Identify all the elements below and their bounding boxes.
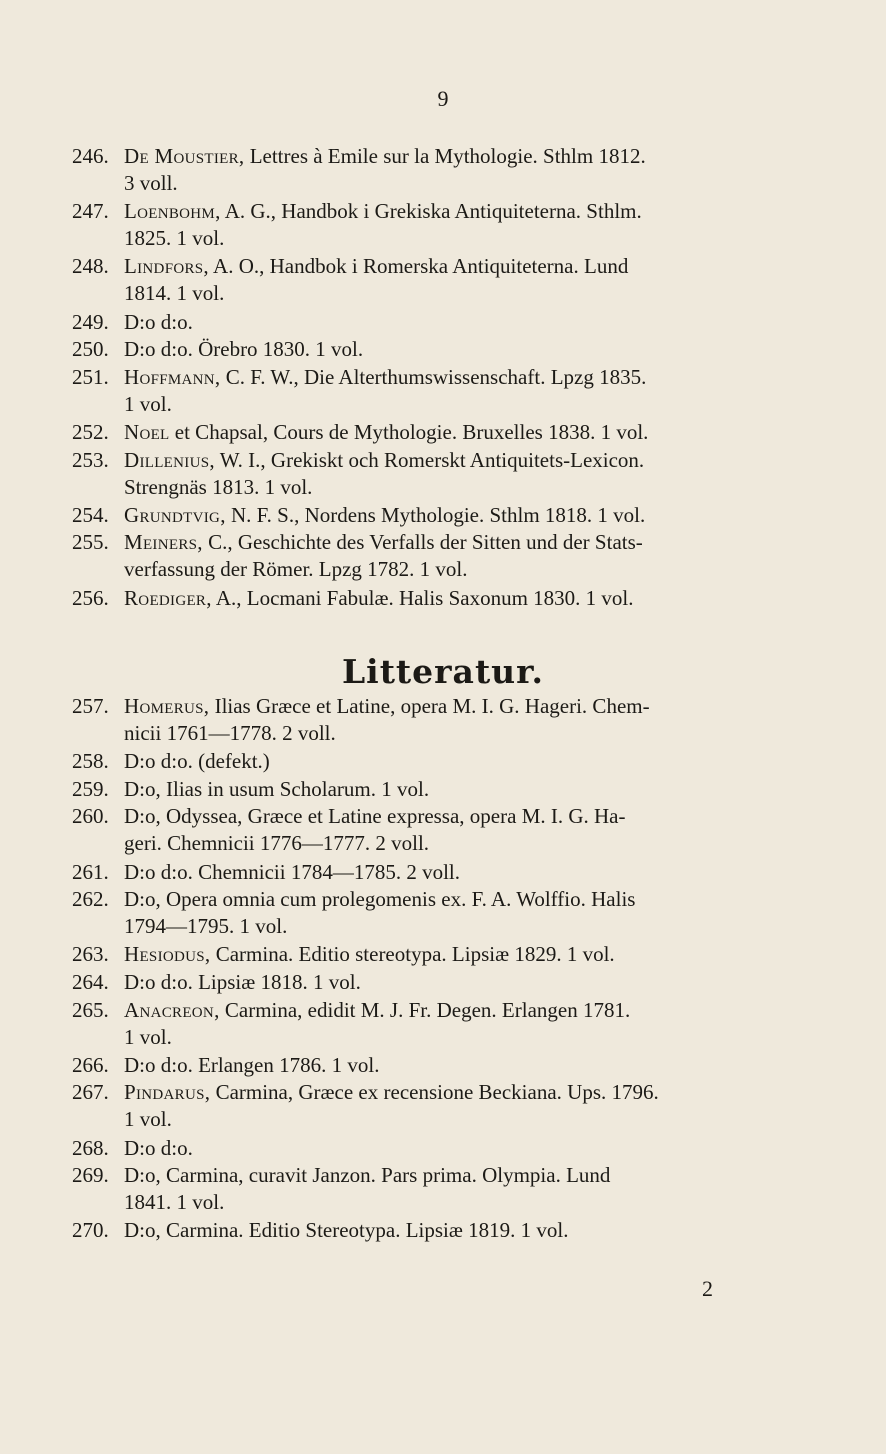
entry-text: A., Locmani Fabulæ. Halis Saxonum 1830. 1 vol. xyxy=(211,585,634,610)
entry-text: D:o, Carmina. Editio Stereotypa. Lipsiæ 1819. 1 vol. xyxy=(124,1218,569,1243)
entry-author: Hesiodus, xyxy=(124,942,211,967)
entry-text: D:o, Carmina, curavit Janzon. Pars prima. Olympia. Lund xyxy=(124,1163,611,1188)
entry-author: Hoffmann, xyxy=(124,364,221,389)
entry-continuation: 1 vol. xyxy=(124,1024,172,1049)
entry-first-line xyxy=(72,420,648,444)
entry-continuation: 1841. 1 vol. xyxy=(124,1190,225,1215)
entry-first-line xyxy=(72,860,460,884)
entry-number: 260. xyxy=(72,804,109,829)
entry-first-line xyxy=(72,942,615,966)
entry-first-line xyxy=(72,1136,193,1160)
catalog-entry xyxy=(72,886,760,940)
catalog-entry xyxy=(72,693,760,747)
entry-text: D:o d:o. Örebro 1830. 1 vol. xyxy=(124,337,364,362)
entry-first-line xyxy=(72,586,634,610)
entry-first-line xyxy=(72,1163,610,1187)
entry-text: D:o d:o. Chemnicii 1784—1785. 2 voll. xyxy=(124,859,460,884)
entry-number: 267. xyxy=(72,1080,109,1105)
entry-number: 261. xyxy=(72,859,109,884)
entry-continuation: 1825. 1 vol. xyxy=(124,226,225,251)
entry-number: 263. xyxy=(72,942,109,967)
entry-text: Carmina, edidit M. J. Fr. Degen. Erlangen 1781. xyxy=(219,997,631,1022)
catalog-entry xyxy=(72,585,760,612)
entry-number: 246. xyxy=(72,144,109,168)
entry-number: 249. xyxy=(72,309,109,334)
entry-number: 255. xyxy=(72,530,109,555)
entry-text: W. I., Grekiskt och Romerskt Antiquitets-Lexicon. xyxy=(214,447,645,472)
entry-first-line xyxy=(72,1080,659,1104)
entry-first-line xyxy=(72,804,626,828)
entry-number: 269. xyxy=(72,1163,109,1188)
entry-number: 250. xyxy=(72,337,109,362)
catalog-entry xyxy=(72,1217,760,1244)
entry-number: 264. xyxy=(72,970,109,994)
entry-number: 247. xyxy=(72,199,109,224)
entry-first-line xyxy=(72,365,646,389)
entry-text: D:o, Opera omnia cum prolegomenis ex. F. A. Wolffio. Halis xyxy=(124,887,636,912)
catalog-entry xyxy=(72,336,760,363)
entry-first-line xyxy=(72,530,643,554)
catalog-entry xyxy=(72,1162,760,1216)
entry-first-line xyxy=(72,1218,568,1242)
entry-first-line xyxy=(72,998,630,1022)
entry-text: C., Geschichte des Verfalls der Sitten und der Stats- xyxy=(202,530,643,555)
catalog-entry xyxy=(72,419,760,446)
entry-first-line xyxy=(72,254,628,278)
entry-author: Noel xyxy=(124,420,170,444)
entry-continuation: Strengnäs 1813. 1 vol. xyxy=(124,474,313,499)
entry-number: 259. xyxy=(72,776,109,801)
entry-text: C. F. W., Die Alterthumswissenschaft. Lpzg 1835. xyxy=(220,364,647,389)
entry-number: 270. xyxy=(72,1218,109,1243)
entry-text: N. F. S., Nordens Mythologie. Sthlm 1818. 1 vol. xyxy=(225,502,646,527)
entry-author: Grundtvig, xyxy=(124,502,226,527)
section-heading: Litteratur. xyxy=(341,652,545,691)
catalog-entry xyxy=(72,143,760,197)
entry-continuation: geri. Chemnicii 1776—1777. 2 voll. xyxy=(124,831,430,856)
entry-continuation: 1 vol. xyxy=(124,1107,172,1132)
page-number: 9 xyxy=(437,86,449,111)
entry-author: Dillenius, xyxy=(124,447,215,472)
entry-text: D:o d:o. Lipsiæ 1818. 1 vol. xyxy=(124,970,361,994)
entry-author: Pindarus, xyxy=(124,1080,211,1105)
entry-number: 265. xyxy=(72,997,109,1022)
catalog-entry xyxy=(72,969,760,996)
entry-first-line xyxy=(72,310,193,334)
entry-text: et Chapsal, Cours de Mythologie. Bruxelles 1838. 1 vol. xyxy=(169,420,649,444)
catalog-entry xyxy=(72,364,760,418)
catalog-entry xyxy=(72,803,760,857)
entry-text: A. G., Handbok i Grekiska Antiquiteterna. Sthlm. xyxy=(220,199,642,224)
entry-first-line xyxy=(72,337,363,361)
entry-number: 256. xyxy=(72,585,109,610)
entry-first-line xyxy=(72,887,635,911)
entry-first-line xyxy=(72,694,650,718)
entry-author: Anacreon, xyxy=(124,997,220,1022)
entry-author: Loenbohm, xyxy=(124,199,221,224)
entry-first-line xyxy=(72,448,644,472)
entry-number: 262. xyxy=(72,887,109,912)
entry-author: Roediger, xyxy=(124,585,212,610)
entry-author: Homerus, xyxy=(124,694,210,718)
entry-text: Carmina, Græce ex recensione Beckiana. Ups. 1796. xyxy=(210,1080,659,1105)
entry-first-line xyxy=(72,144,646,168)
entry-first-line xyxy=(72,777,429,801)
catalog-entry xyxy=(72,1135,760,1162)
entry-number: 268. xyxy=(72,1135,109,1160)
catalog-entry xyxy=(72,198,760,252)
entry-number: 252. xyxy=(72,420,109,444)
entry-author: Lindfors, xyxy=(124,254,209,279)
entry-first-line xyxy=(72,199,642,223)
catalog-entry xyxy=(72,447,760,501)
catalog-entry xyxy=(72,502,760,529)
catalog-entry xyxy=(72,253,760,307)
catalog-entry xyxy=(72,859,760,886)
entry-first-line xyxy=(72,970,361,994)
catalog-entry xyxy=(72,748,760,775)
catalog-entry xyxy=(72,997,760,1051)
entry-continuation: 1794—1795. 1 vol. xyxy=(124,914,288,939)
entry-text: Carmina. Editio stereotypa. Lipsiæ 1829. 1 vol. xyxy=(210,942,615,967)
entry-text: D:o d:o. Erlangen 1786. 1 vol. xyxy=(124,1052,380,1077)
entry-text: Lettres à Emile sur la Mythologie. Sthlm 1812. xyxy=(244,144,646,168)
catalog-entry xyxy=(72,309,760,336)
entry-continuation: 1 vol. xyxy=(124,391,172,416)
entry-author: Meiners, xyxy=(124,530,203,555)
catalog-entry xyxy=(72,1079,760,1133)
entry-continuation: 1814. 1 vol. xyxy=(124,281,225,306)
entry-text: D:o, Odyssea, Græce et Latine expressa, opera M. I. G. Ha- xyxy=(124,804,626,829)
entry-text: A. O., Handbok i Romerska Antiquiteterna. Lund xyxy=(208,254,629,279)
entry-number: 248. xyxy=(72,254,109,279)
entry-number: 266. xyxy=(72,1052,109,1077)
entry-number: 257. xyxy=(72,694,109,718)
entry-continuation: verfassung der Römer. Lpzg 1782. 1 vol. xyxy=(124,557,468,582)
entry-number: 251. xyxy=(72,364,109,389)
entry-continuation: nicii 1761—1778. 2 voll. xyxy=(124,721,336,745)
entry-first-line xyxy=(72,749,270,773)
entry-text: Ilias Græce et Latine, opera M. I. G. Hageri. Chem- xyxy=(209,694,650,718)
entry-text: D:o, Ilias in usum Scholarum. 1 vol. xyxy=(124,776,430,801)
entry-author: De Moustier, xyxy=(124,144,245,168)
entry-text: D:o d:o. xyxy=(124,1135,193,1160)
entry-text: D:o d:o. (defekt.) xyxy=(124,749,270,774)
catalog-entry xyxy=(72,1052,760,1079)
entry-number: 258. xyxy=(72,749,109,774)
catalog-entry xyxy=(72,941,760,968)
signature-mark: 2 xyxy=(702,1276,713,1301)
entry-number: 254. xyxy=(72,502,109,527)
catalog-entry xyxy=(72,776,760,803)
catalog-entry xyxy=(72,529,760,583)
entry-text: D:o d:o. xyxy=(124,309,193,334)
entry-first-line xyxy=(72,1053,379,1077)
entry-number: 253. xyxy=(72,447,109,472)
entry-first-line xyxy=(72,503,645,527)
entry-continuation: 3 voll. xyxy=(124,171,178,195)
